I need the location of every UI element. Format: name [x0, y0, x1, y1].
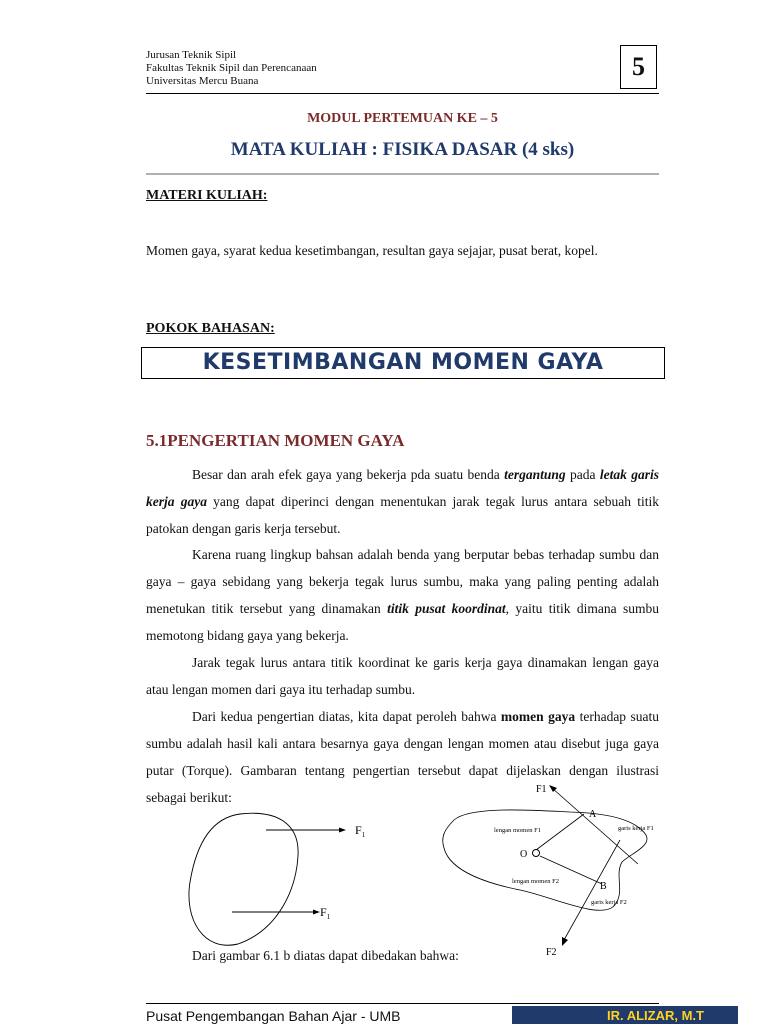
label-f2: F2	[546, 947, 557, 958]
topic-title-box: KESETIMBANGAN MOMEN GAYA	[141, 347, 665, 379]
label-point-o: O	[520, 849, 528, 860]
label-lengan-momen-f2: lengan momen F2	[512, 878, 559, 885]
force-1-label: $F_1$	[355, 823, 366, 839]
footer-institution: Pusat Pengembangan Bahan Ajar - UMB	[146, 1008, 401, 1024]
header-rule	[146, 93, 659, 94]
lever-arm-f1	[536, 814, 584, 850]
figure-right	[440, 780, 672, 960]
force-f2-line	[564, 840, 620, 940]
p1-emph-garis-kerja: letak garis kerja gaya	[146, 467, 660, 509]
module-title: MODUL PERTEMUAN KE – 5	[307, 111, 498, 126]
pivot-point	[533, 850, 540, 857]
p1-text-e: yang dapat diperinci dengan menentukan jarak tegak lurus antara sebuah titik patokan dengan garis kerja tersebut.	[146, 494, 659, 536]
p1-text-c: pada	[565, 467, 600, 482]
force-2-label: $F_1$	[320, 905, 331, 921]
p2-text-a: Karena ruang lingkup bahsan adalah benda yang berputar bebas terhadap sumbu dan gaya – gaya sebidang yang bekerja tegak lurus sumbu, maka yang paling penting adalah menetukan titik tersebut yang dinamakan	[146, 547, 659, 616]
p2-emph-titik-pusat: titik pusat koordinat	[387, 601, 506, 616]
label-point-b: B	[600, 881, 607, 892]
course-title: MATA KULIAH : FISIKA DASAR (4 sks)	[230, 139, 575, 160]
p4-text-a: Dari kedua pengertian diatas, kita dapat peroleh bahwa	[192, 709, 501, 724]
figure-left	[180, 808, 366, 950]
body-outline	[443, 810, 647, 910]
label-garis-kerja-f1: garis kerja F1	[618, 825, 654, 832]
p2-text-c: , yaitu titik dimana sumbu memotong bidang gaya yang bekerja.	[146, 601, 659, 643]
label-lengan-momen-f1: lengan momen F1	[494, 827, 541, 834]
paragraph-2	[146, 541, 659, 649]
label-point-a: A	[589, 809, 597, 820]
force-1-arrowhead	[339, 828, 346, 833]
materi-text: Momen gaya, syarat kedua kesetimbangan, resultan gaya sejajar, pusat berat, kopel.	[146, 243, 598, 258]
header-university: Universitas Mercu Buana	[146, 75, 259, 87]
p4-text-c: terhadap suatu sumbu adalah hasil kali antara besarnya gaya dengan lengan momen atau disebut juga gaya putar (Torque). Gambaran tentang pengertian tersebut dapat dijelaskan dengan ilustrasi sebagai berikut:	[146, 709, 660, 805]
header-faculty: Fakultas Teknik Sipil dan Perencanaan	[146, 62, 317, 74]
pokok-heading: POKOK BAHASAN:	[146, 321, 275, 336]
footer-rule	[146, 1003, 659, 1004]
materi-heading: MATERI KULIAH:	[146, 188, 268, 203]
p4-emph-momen-gaya: momen gaya	[500, 709, 576, 724]
force-2-arrowhead	[313, 910, 320, 915]
label-f1: F1	[536, 784, 547, 795]
paragraph-1	[146, 461, 659, 542]
p1-text-a: Besar dan arah efek gaya yang bekerja pda suatu benda	[192, 467, 505, 482]
page-number-box: 5	[620, 45, 657, 89]
figure-caption: Dari gambar 6.1 b diatas dapat dibedakan bahwa:	[192, 948, 459, 963]
body-outline	[189, 813, 298, 945]
title-divider	[146, 173, 659, 175]
footer-author: IR. ALIZAR, M.T	[606, 1008, 704, 1023]
p1-emph-tergantung: tergantung	[504, 467, 566, 482]
paragraph-3: Jarak tegak lurus antara titik koordinat ke garis kerja gaya dinamakan lengan gaya atau lengan momen dari gaya itu terhadap sumbu.	[146, 655, 659, 697]
section-heading: 5.1PENGERTIAN MOMEN GAYA	[146, 431, 405, 450]
header-department: Jurusan Teknik Sipil	[146, 49, 237, 61]
label-garis-kerja-f2: garis kerja F2	[591, 899, 627, 906]
